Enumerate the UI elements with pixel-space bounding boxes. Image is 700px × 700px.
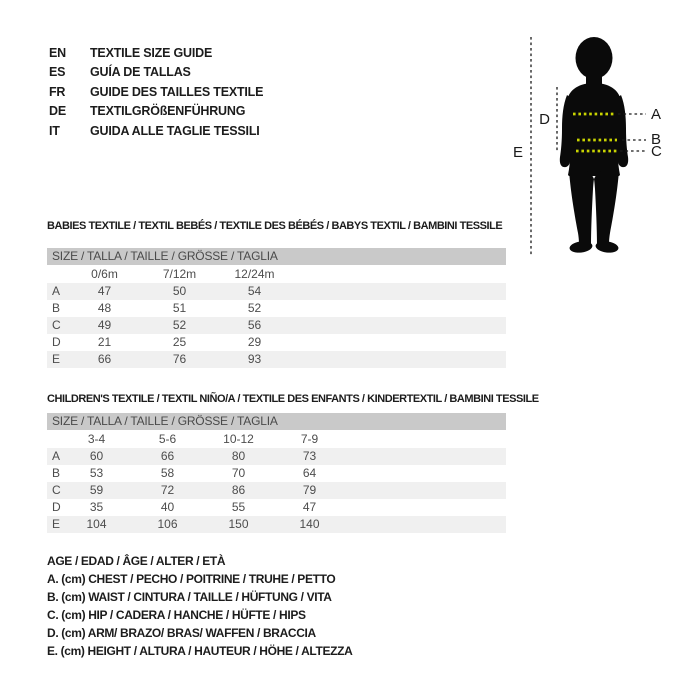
silhouette-torso (566, 83, 622, 176)
language-row (49, 102, 263, 121)
row-label: C (52, 483, 61, 497)
label-a: A (651, 106, 662, 123)
table-row (47, 317, 506, 334)
measurement-value: 47 (302, 500, 317, 514)
row-label: B (52, 466, 61, 480)
children-size-table (47, 413, 506, 533)
language-code: ES (49, 65, 66, 80)
language-title: GUIDA ALLE TAGLIE TESSILI (90, 123, 260, 138)
child-silhouette-diagram (500, 25, 700, 275)
size-columns-row (47, 265, 506, 283)
size-header-band: SIZE / TALLA / TAILLE / GRÖSSE / TAGLIA (47, 248, 506, 265)
language-title-block (49, 44, 263, 141)
measurement-value: 104 (86, 517, 107, 531)
table-row (47, 516, 506, 533)
table-row (47, 283, 506, 300)
row-label: A (52, 449, 61, 463)
measurement-value: 53 (89, 466, 104, 480)
size-column-header: 12/24m (234, 267, 275, 281)
table-row (47, 300, 506, 317)
legend-line: AGE / EDAD / ÂGE / ALTER / ETÀ (47, 554, 226, 568)
measurement-value: 29 (247, 335, 262, 349)
size-column-header: 3-4 (87, 432, 106, 446)
language-title: GUIDE DES TAILLES TEXTILE (90, 84, 264, 99)
language-code: DE (49, 104, 66, 119)
size-column-header: 10-12 (223, 432, 254, 446)
size-column-header: 5-6 (158, 432, 177, 446)
measurement-value: 86 (231, 483, 246, 497)
measurement-value: 54 (247, 284, 262, 298)
measurement-value: 47 (97, 284, 112, 298)
measurement-value: 79 (302, 483, 317, 497)
measurement-value: 93 (247, 352, 262, 366)
measurement-legend (47, 552, 352, 660)
row-label: C (52, 318, 61, 332)
table-row (47, 448, 506, 465)
language-code: FR (49, 84, 66, 99)
measurement-value: 25 (172, 335, 187, 349)
table-row (47, 351, 506, 368)
row-label: E (52, 352, 61, 366)
language-row (49, 44, 263, 63)
measurement-value: 35 (89, 500, 104, 514)
measurement-value: 40 (160, 500, 175, 514)
size-header-band: SIZE / TALLA / TAILLE / GRÖSSE / TAGLIA (47, 413, 506, 430)
measurement-value: 66 (160, 449, 175, 463)
row-label-spacer (47, 265, 67, 283)
language-title: TEXTILGRÖßENFÜHRUNG (90, 104, 246, 119)
label-b: B (651, 131, 662, 148)
table-row (47, 334, 506, 351)
measurement-value: 52 (247, 301, 262, 315)
measurement-value: 66 (97, 352, 112, 366)
legend-line: C. (cm) HIP / CADERA / HANCHE / HÜFTE / HIPS (47, 608, 306, 622)
size-column-header: 7-9 (300, 432, 319, 446)
measurement-value: 70 (231, 466, 246, 480)
babies-size-table (47, 248, 506, 368)
size-column-header: 0/6m (91, 267, 118, 281)
measurement-value: 49 (97, 318, 112, 332)
legend-line: B. (cm) WAIST / CINTURA / TAILLE / HÜFTUNG / VITA (47, 590, 332, 604)
legend-line: E. (cm) HEIGHT / ALTURA / HAUTEUR / HÖHE / ALTEZZA (47, 644, 353, 658)
language-row (49, 122, 263, 141)
language-code: EN (49, 46, 66, 60)
size-columns-row (47, 430, 506, 448)
row-label: D (52, 500, 61, 514)
language-row (49, 63, 263, 82)
silhouette-left-leg (569, 171, 594, 246)
measurement-value: 52 (172, 318, 187, 332)
measurement-value: 50 (172, 284, 187, 298)
language-title: GUÍA DE TALLAS (90, 65, 191, 80)
size-column-header: 7/12m (162, 267, 197, 281)
measurement-value: 80 (231, 449, 246, 463)
measurement-value: 51 (172, 301, 187, 315)
measurement-value: 21 (97, 335, 112, 349)
measurement-value: 56 (247, 318, 262, 332)
language-title: TEXTILE SIZE GUIDE (90, 46, 213, 60)
measurement-value: 55 (231, 500, 246, 514)
label-c: C (651, 143, 662, 160)
table-row (47, 499, 506, 516)
measurement-value: 73 (302, 449, 317, 463)
row-label-spacer (47, 430, 61, 448)
silhouette-neck (586, 69, 602, 85)
measurement-value: 59 (89, 483, 104, 497)
measurement-value: 76 (172, 352, 187, 366)
language-code: IT (49, 123, 60, 138)
measurement-value: 64 (302, 466, 317, 480)
table-row (47, 465, 506, 482)
silhouette-right-leg (594, 171, 619, 246)
measurement-value: 58 (160, 466, 175, 480)
row-label: E (52, 517, 61, 531)
row-label: A (52, 284, 61, 298)
child-silhouette (560, 37, 628, 254)
measurement-value: 72 (160, 483, 175, 497)
label-d: D (539, 111, 550, 128)
legend-line: D. (cm) ARM/ BRAZO/ BRAS/ WAFFEN / BRACCIA (47, 626, 316, 640)
legend-line: A. (cm) CHEST / PECHO / POITRINE / TRUHE / PETTO (47, 572, 336, 586)
row-label: B (52, 301, 61, 315)
label-e: E (512, 144, 523, 161)
measurement-value: 140 (299, 517, 320, 531)
measurement-value: 150 (228, 517, 249, 531)
row-label: D (52, 335, 61, 349)
table-row (47, 482, 506, 499)
babies-table-title: BABIES TEXTILE / TEXTIL BEBÉS / TEXTILE DES BÉBÉS / BABYS TEXTIL / BAMBINI TESSILE (47, 220, 503, 232)
measurement-value: 48 (97, 301, 112, 315)
children-table-title: CHILDREN'S TEXTILE / TEXTIL NIÑO/A / TEXTILE DES ENFANTS / KINDERTEXTIL / BAMBINI TESSILE (47, 393, 539, 405)
measurement-value: 106 (157, 517, 178, 531)
measurement-value: 60 (89, 449, 104, 463)
language-row (49, 83, 263, 102)
